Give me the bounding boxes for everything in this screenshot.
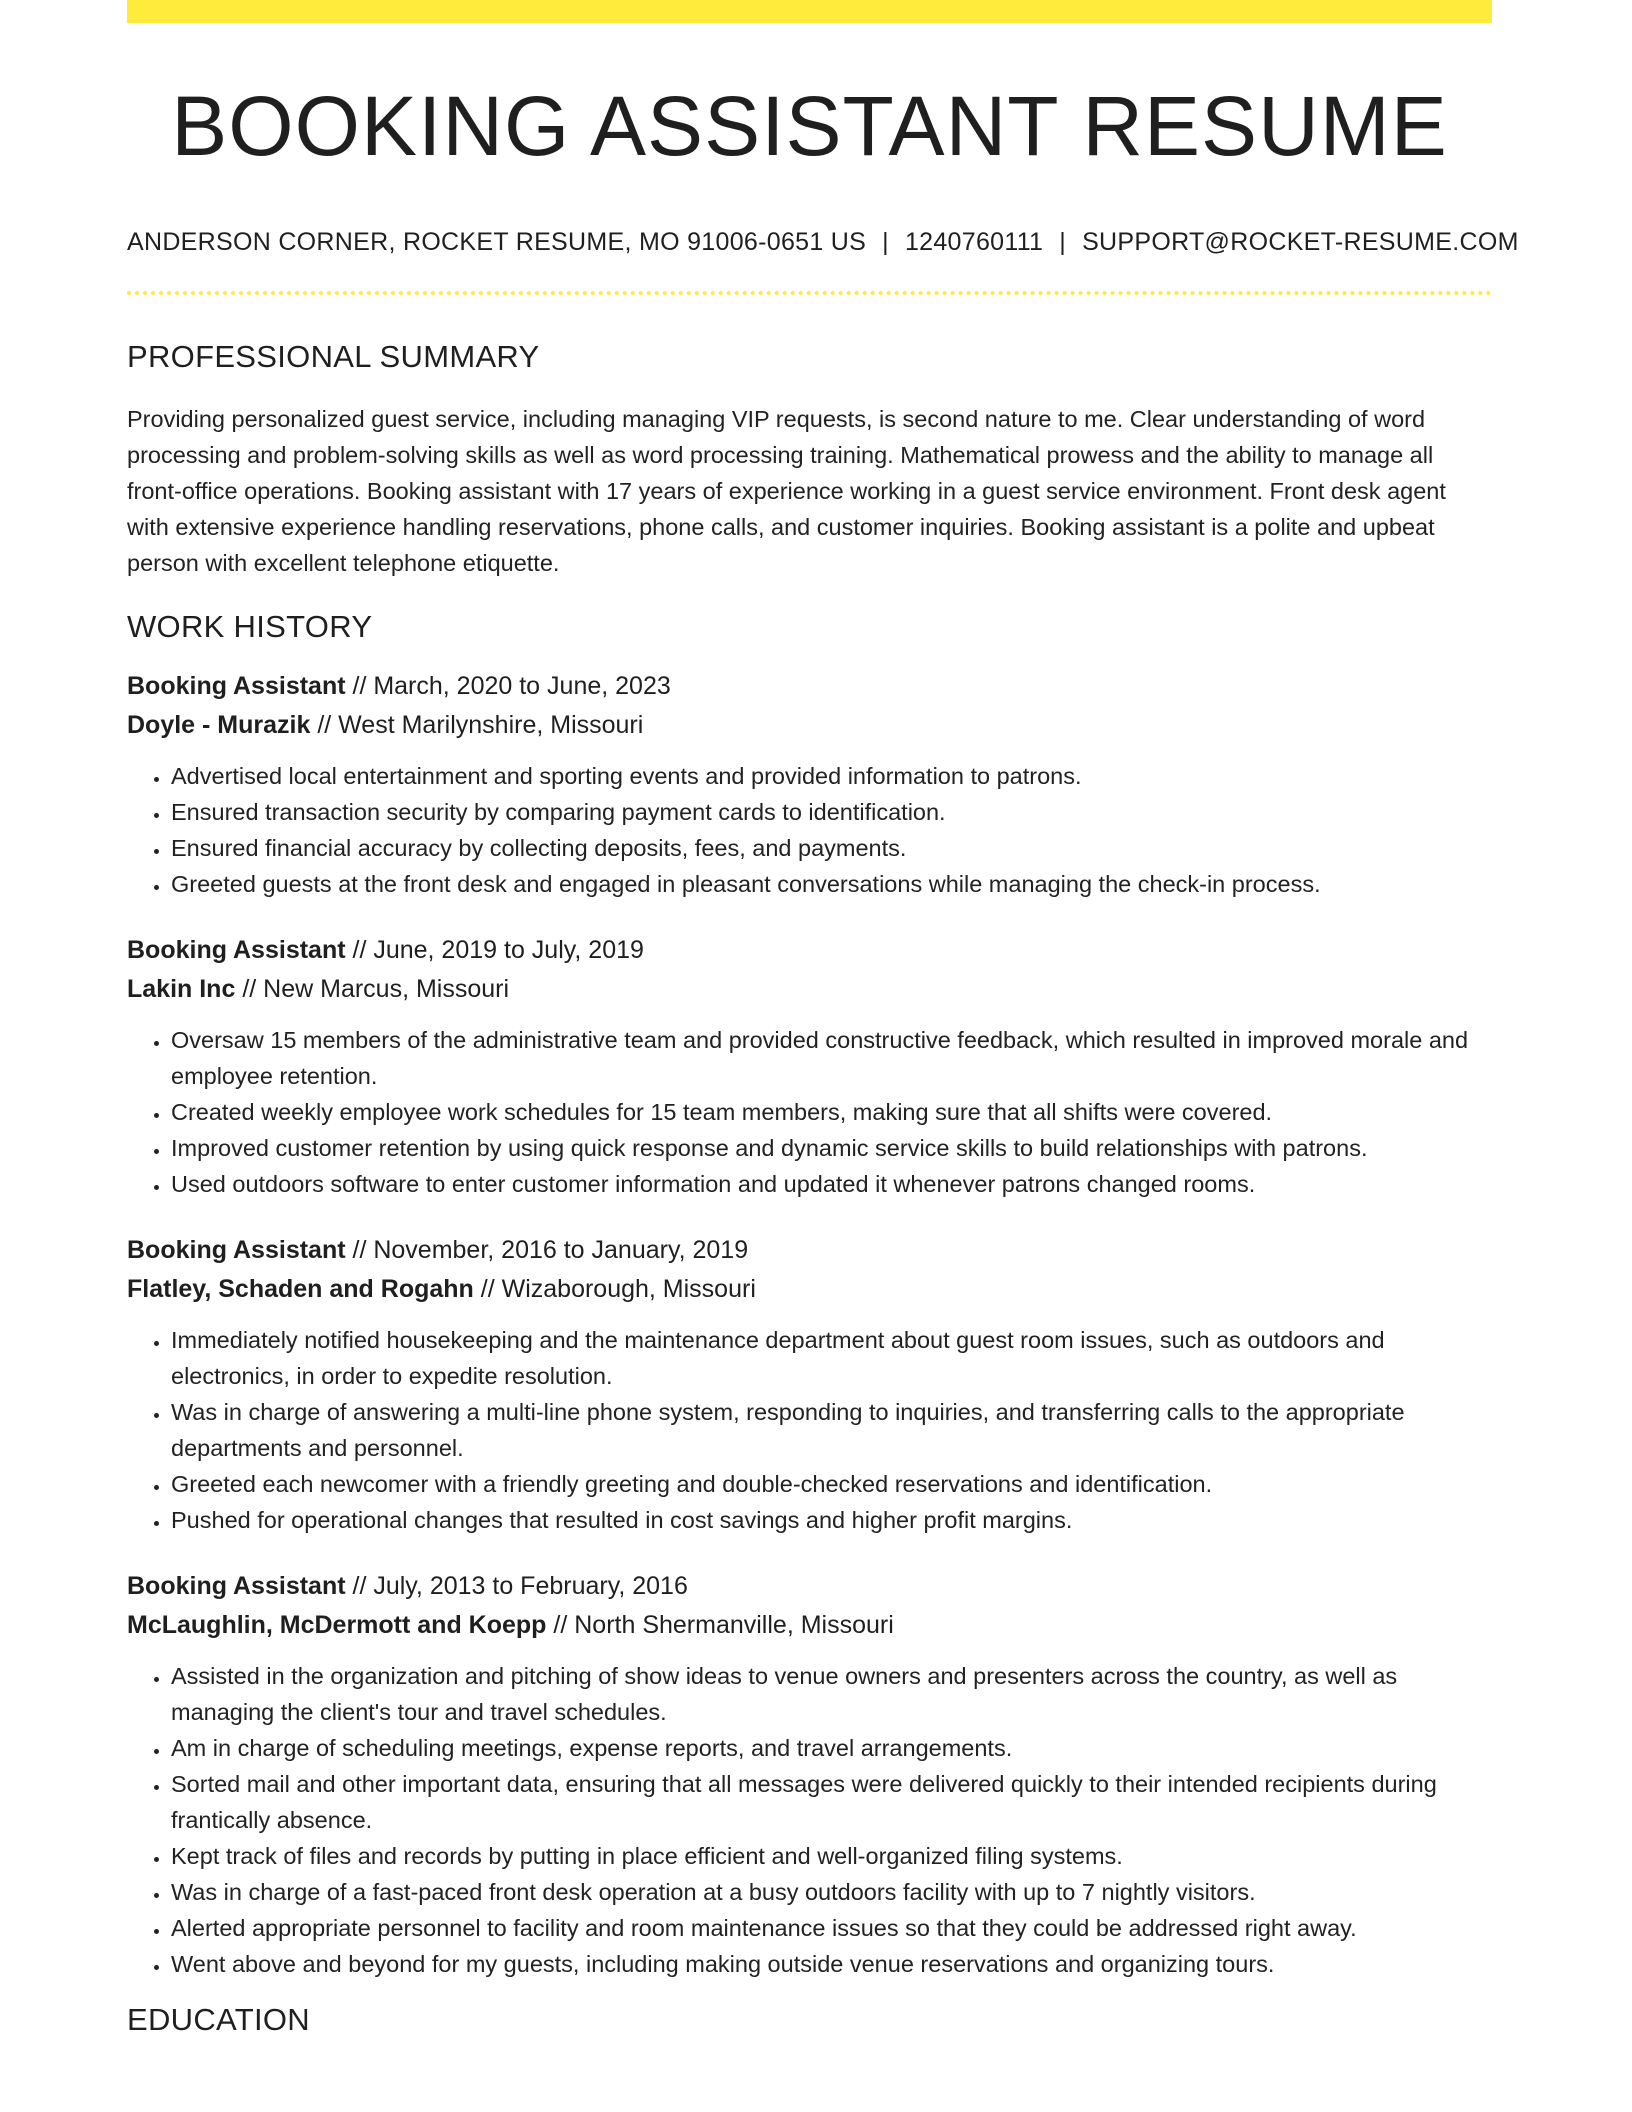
job-entry xyxy=(127,667,1492,902)
job-location: // Wizaborough, Missouri xyxy=(473,1275,756,1304)
job-bullet-list xyxy=(127,1022,1492,1202)
job-dates: // November, 2016 to January, 2019 xyxy=(345,1236,749,1265)
contact-address: ANDERSON CORNER, ROCKET RESUME, MO 91006-0651 US xyxy=(127,228,867,257)
job-location: // North Shermanville, Missouri xyxy=(546,1611,894,1640)
summary-text: Providing personalized guest service, including managing VIP requests, is second nature to me. Clear understanding of word processing and problem-solving skills as well as word processing training. Mathematical prowess and the ability to manage all front-office operations. Booking assistant with 17 years of experience working in a guest service environment. Front desk agent with extensive experience handling reservations, phone calls, and customer inquiries. Booking assistant is a polite and upbeat person with excellent telephone etiquette. xyxy=(127,406,1446,577)
job-bullet: • Went above and beyond for my guests, including making outside venue reservations and organizing tours. xyxy=(171,1946,1492,1982)
resume-title: BOOKING ASSISTANT RESUME xyxy=(171,79,1448,173)
education-heading: EDUCATION xyxy=(127,2002,310,2038)
job-bullet: • Ensured financial accuracy by collecting deposits, fees, and payments. xyxy=(171,830,1492,866)
job-bullet: • Was in charge of a fast-paced front desk operation at a busy outdoors facility with up to 7 nightly visitors. xyxy=(171,1874,1492,1910)
job-bullet-list xyxy=(127,758,1492,902)
job-dates: // July, 2013 to February, 2016 xyxy=(345,1572,688,1601)
job-company-line xyxy=(127,1606,1492,1645)
job-bullet: • Advertised local entertainment and sporting events and provided information to patrons. xyxy=(171,758,1492,794)
job-company: Lakin Inc xyxy=(127,975,236,1004)
job-company: Doyle - Murazik xyxy=(127,711,311,740)
job-title: Booking Assistant xyxy=(127,672,346,701)
contact-line xyxy=(127,228,1519,257)
contact-email: SUPPORT@ROCKET-RESUME.COM xyxy=(1082,228,1519,257)
job-bullet: • Was in charge of answering a multi-line phone system, responding to inquiries, and transferring calls to the appropriate departments and personnel. xyxy=(171,1394,1492,1466)
accent-top-bar xyxy=(127,0,1492,23)
job-title-line xyxy=(127,667,1492,706)
job-bullet: • Greeted guests at the front desk and engaged in pleasant conversations while managing the check-in process. xyxy=(171,866,1492,902)
job-bullet: • Improved customer retention by using quick response and dynamic service skills to build relationships with patrons. xyxy=(171,1130,1492,1166)
job-company-line xyxy=(127,970,1492,1009)
resume-page xyxy=(127,0,1519,2038)
job-entry xyxy=(127,931,1492,1202)
job-bullet: • Oversaw 15 members of the administrative team and provided constructive feedback, which resulted in improved morale and employee retention. xyxy=(171,1022,1492,1094)
job-bullet: • Sorted mail and other important data, ensuring that all messages were delivered quickly to their intended recipients during frantically absence. xyxy=(171,1766,1492,1838)
contact-phone: 1240760111 xyxy=(904,228,1044,257)
job-bullet-list xyxy=(127,1322,1492,1538)
job-title-line xyxy=(127,1231,1492,1270)
job-bullet: • Am in charge of scheduling meetings, expense reports, and travel arrangements. xyxy=(171,1730,1492,1766)
job-dates: // June, 2019 to July, 2019 xyxy=(345,936,644,965)
job-company: Flatley, Schaden and Rogahn xyxy=(127,1275,474,1304)
summary-heading: PROFESSIONAL SUMMARY xyxy=(127,339,540,375)
work-history-heading: WORK HISTORY xyxy=(127,609,373,645)
job-title: Booking Assistant xyxy=(127,1572,346,1601)
job-location: // New Marcus, Missouri xyxy=(235,975,510,1004)
job-entry xyxy=(127,1231,1492,1538)
dotted-divider xyxy=(127,291,1492,295)
job-company-line xyxy=(127,1270,1492,1309)
job-bullet: • Assisted in the organization and pitching of show ideas to venue owners and presenters across the country, as well as managing the client's tour and travel schedules. xyxy=(171,1658,1492,1730)
job-bullet: • Alerted appropriate personnel to facility and room maintenance issues so that they could be addressed right away. xyxy=(171,1910,1492,1946)
job-bullet: • Greeted each newcomer with a friendly greeting and double-checked reservations and identification. xyxy=(171,1466,1492,1502)
job-title: Booking Assistant xyxy=(127,1236,346,1265)
job-bullet: • Immediately notified housekeeping and the maintenance department about guest room issues, such as outdoors and electronics, in order to expedite resolution. xyxy=(171,1322,1492,1394)
contact-separator: | xyxy=(1059,228,1067,257)
job-company: McLaughlin, McDermott and Koepp xyxy=(127,1611,547,1640)
job-bullet: • Pushed for operational changes that resulted in cost savings and higher profit margins. xyxy=(171,1502,1492,1538)
job-bullet-list xyxy=(127,1658,1492,1982)
job-bullet: • Kept track of files and records by putting in place efficient and well-organized filing systems. xyxy=(171,1838,1492,1874)
job-bullet: • Created weekly employee work schedules for 15 team members, making sure that all shifts were covered. xyxy=(171,1094,1492,1130)
job-bullet: • Used outdoors software to enter customer information and updated it whenever patrons changed rooms. xyxy=(171,1166,1492,1202)
job-title-line xyxy=(127,931,1492,970)
job-location: // West Marilynshire, Missouri xyxy=(310,711,644,740)
job-title: Booking Assistant xyxy=(127,936,346,965)
job-company-line xyxy=(127,706,1492,745)
job-entry xyxy=(127,1567,1492,1982)
job-title-line xyxy=(127,1567,1492,1606)
contact-separator: | xyxy=(882,228,889,257)
job-bullet: • Ensured transaction security by comparing payment cards to identification. xyxy=(171,794,1492,830)
job-dates: // March, 2020 to June, 2023 xyxy=(345,672,671,701)
